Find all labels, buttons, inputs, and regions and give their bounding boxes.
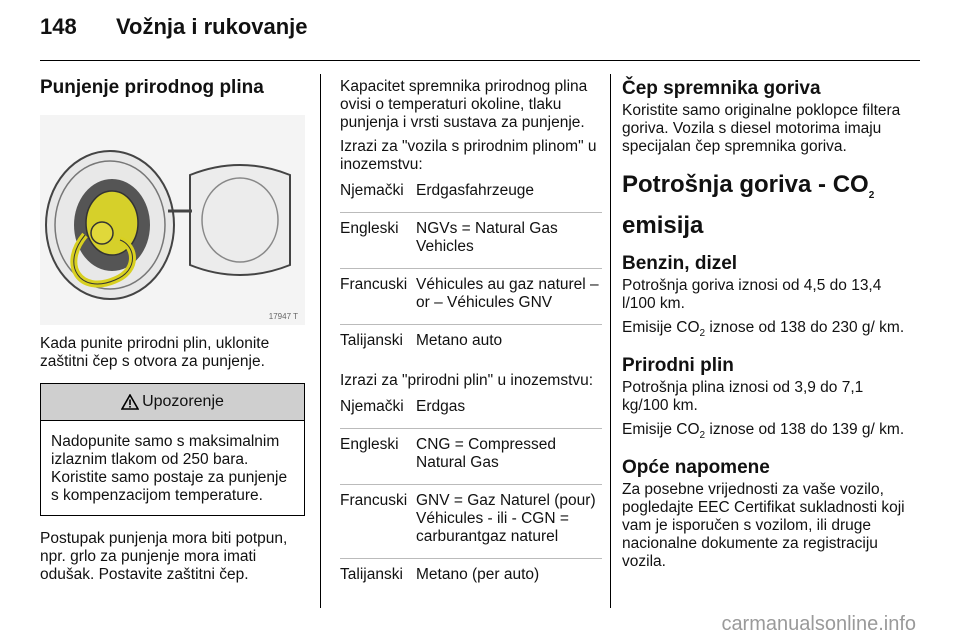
term-cell: Metano auto bbox=[416, 332, 503, 349]
term-cell: Erdgasfahrzeuge bbox=[416, 182, 535, 199]
subheading: Benzin, dizel bbox=[622, 252, 738, 274]
term-cell: Véhicules au gaz naturel – or – Véhicules GNV bbox=[416, 276, 599, 311]
paragraph: Kapacitet spremnika prirodnog plina ovisi o temperaturi okoline, tlaku punjenja i vrsti sustava za punjenje. bbox=[340, 78, 588, 131]
section-title: Potrošnja goriva - $CO_2$ emisija bbox=[622, 171, 875, 239]
column-3 bbox=[622, 76, 912, 577]
page-number: 148 bbox=[40, 14, 77, 39]
term-cell: NGVs = Natural Gas Vehicles bbox=[416, 220, 558, 255]
table-row bbox=[340, 213, 602, 269]
warning-box bbox=[40, 383, 305, 516]
section-title: Punjenje prirodnog plina bbox=[40, 77, 264, 98]
paragraph: Za posebne vrijednosti za vaše vozilo, pogledajte EEC Certifikat sukladnosti koji vam je isporučen s vozilom, ili druge nacionalne dokumente za registraciju vozila. bbox=[622, 480, 905, 570]
fuel-filler-illustration bbox=[40, 115, 305, 325]
paragraph: Izrazi za "vozila s prirodnim plinom" u inozemstvu: bbox=[340, 138, 597, 173]
paragraph: Potrošnja goriva iznosi od 4,5 do 13,4 l/100 km. bbox=[622, 276, 882, 312]
chapter-title: Vožnja i rukovanje bbox=[116, 14, 308, 39]
table-row bbox=[340, 325, 602, 363]
lang-cell: Njemački bbox=[340, 398, 404, 415]
paragraph: Potrošnja plina iznosi od 3,9 do 7,1 kg/100 km. bbox=[622, 378, 864, 414]
term-cell: CNG = Compressed Natural Gas bbox=[416, 436, 556, 471]
lang-cell: Njemački bbox=[340, 182, 404, 199]
lang-cell: Francuski bbox=[340, 492, 408, 509]
term-cell: Erdgas bbox=[416, 398, 466, 415]
header-rule bbox=[40, 60, 920, 61]
lang-cell: Talijanski bbox=[340, 566, 403, 583]
subheading: Opće napomene bbox=[622, 456, 770, 478]
terms-table-gas bbox=[340, 398, 602, 596]
warning-title: Upozorenje bbox=[142, 393, 224, 410]
lang-cell: Engleski bbox=[340, 220, 399, 237]
column-divider bbox=[610, 74, 611, 608]
image-code: 17947 T bbox=[268, 312, 298, 321]
warning-header bbox=[41, 384, 304, 421]
paragraph: Emisije $CO_2$ iznose od 138 do 230 g/ km. bbox=[622, 318, 905, 339]
subheading: Čep spremnika goriva bbox=[622, 78, 821, 99]
paragraph: Kada punite prirodni plin, uklonite zaštitni čep s otvora za punjenje. bbox=[40, 335, 270, 370]
watermark: carmanualsonline.info bbox=[721, 613, 916, 635]
column-2 bbox=[340, 78, 602, 606]
terms-table-vehicles bbox=[340, 182, 602, 362]
paragraph: Izrazi za "prirodni plin" u inozemstvu: bbox=[340, 372, 594, 389]
term-cell: Metano (per auto) bbox=[416, 566, 540, 583]
table-row bbox=[340, 429, 602, 485]
page-header bbox=[40, 14, 308, 40]
warning-text: Nadopunite samo s maksimalnim izlaznim tlakom od 250 bara. Koristite samo postaje za punjenje s kompenzacijom temperature. bbox=[51, 433, 288, 504]
paragraph: Emisije $CO_2$ iznose od 138 do 139 g/ km. bbox=[622, 420, 905, 441]
column-1 bbox=[40, 64, 305, 590]
column-divider bbox=[320, 74, 321, 608]
lang-cell: Engleski bbox=[340, 436, 399, 453]
table-row bbox=[340, 485, 602, 559]
table-row bbox=[340, 182, 602, 213]
lang-cell: Talijanski bbox=[340, 332, 403, 349]
paragraph: Koristite samo originalne poklopce filtera goriva. Vozila s diesel motorima imaju specijalan čep spremnika goriva. bbox=[622, 102, 901, 155]
warning-triangle-icon bbox=[121, 394, 139, 410]
table-row bbox=[340, 398, 602, 429]
term-cell: GNV = Gaz Naturel (pour) Véhicules - ili - CGN = carburantgaz naturel bbox=[416, 492, 596, 545]
lang-cell: Francuski bbox=[340, 276, 408, 293]
paragraph: Postupak punjenja mora biti potpun, npr. grlo za punjenje mora imati odušak. Postavite zaštitni čep. bbox=[40, 530, 288, 583]
table-row bbox=[340, 559, 602, 597]
subheading: Prirodni plin bbox=[622, 354, 734, 376]
table-row bbox=[340, 269, 602, 325]
